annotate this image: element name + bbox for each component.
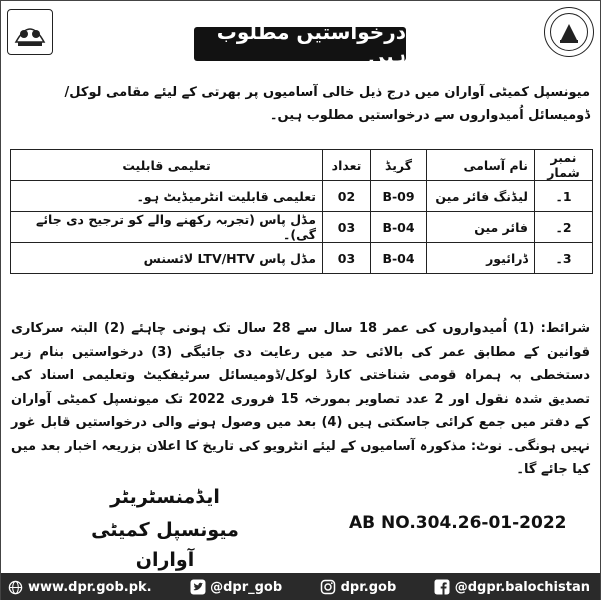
footer-twitter[interactable] — [189, 579, 282, 596]
cell-count: 03 — [323, 243, 371, 274]
table-row — [11, 181, 593, 212]
cell-grade: B-09 — [371, 181, 427, 212]
ad-number: AB NO.304.26-01-2022 — [349, 513, 567, 533]
footer-facebook[interactable] — [434, 579, 590, 596]
terms-paragraph: شرائط: (1) اُمیدواروں کی عمر 18 سال سے 28 سال تک ہونی چاہئے (2) البتہ سرکاری قوانین کے مطابق عمر کی بالائی حد میں رعایت دی جائیگی (3) درخواستیں بنام زیر دستخطی بہ ہمراہ قومی شناختی کارڈ لوکل/ڈومیسائل سرٹیفکیٹ وتعلیمی اسناد کی تصدیق شدہ نقول اور 2 عدد تصاویر بمورخہ 15 فروری 2022 تک میونسپل کمیٹی آواران کے دفتر میں جمع کرائی جاسکتی ہیں (4) بعد میں وصول ہونے والی درخواستیں قابل غور نہیں ہونگی۔ نوٹ: مذکورہ آسامیوں کے لیئے انٹرویو کی تاریخ کا اعلان بزریعہ اخبار بعد میں کیا جائے گا۔ — [11, 321, 591, 477]
col-header-name: نام آسامی — [427, 150, 535, 181]
cell-count: 03 — [323, 212, 371, 243]
table-row — [11, 243, 593, 274]
cell-sno: 2۔ — [535, 212, 593, 243]
cell-sno: 3۔ — [535, 243, 593, 274]
signatory-title: ایڈمنسٹریٹر — [110, 486, 220, 508]
footer-website[interactable] — [7, 579, 152, 596]
twitter-icon — [189, 579, 206, 596]
col-header-qualification: تعلیمی قابلیت — [11, 150, 323, 181]
footer-instagram[interactable] — [320, 579, 397, 596]
page-title: درخواستیں مطلوب ہیں — [194, 27, 406, 61]
intro-paragraph: میونسپل کمیٹی آواران میں درج ذیل خالی آسامیوں پر بھرتی کے لیئے مقامی لوکل/ڈومیسائل اُمیدواروں سے درخواستیں مطلوب ہیں۔ — [64, 85, 590, 123]
cell-qualification: مڈل پاس (تجربہ رکھنے والے کو ترجیح دی جائے گی)۔ — [11, 212, 323, 243]
cell-qualification: مڈل پاس LTV/HTV لائسنس — [11, 243, 323, 274]
municipal-seal-logo — [544, 7, 594, 57]
footer-bar — [1, 573, 600, 600]
cell-post-name: فائر مین — [427, 212, 535, 243]
col-header-grade: گریڈ — [371, 150, 427, 181]
signature-block — [65, 485, 265, 575]
col-header-count: تعداد — [323, 150, 371, 181]
vacancies-table — [10, 149, 593, 274]
cell-sno: 1۔ — [535, 181, 593, 212]
instagram-handle: dpr.gob — [340, 579, 397, 595]
cell-grade: B-04 — [371, 212, 427, 243]
website-text: www.dpr.gob.pk. — [28, 579, 152, 595]
col-header-sno: نمبر شمار — [535, 150, 593, 181]
balochistan-emblem-logo — [7, 9, 53, 55]
globe-icon — [7, 579, 24, 596]
cell-post-name: لیڈنگ فائر مین — [427, 181, 535, 212]
facebook-icon — [434, 579, 451, 596]
cell-count: 02 — [323, 181, 371, 212]
instagram-icon — [320, 579, 337, 596]
signatory-office: میونسپل کمیٹی آواران — [91, 519, 239, 571]
table-row — [11, 212, 593, 243]
cell-post-name: ڈرائیور — [427, 243, 535, 274]
cell-qualification: تعلیمی قابلیت انٹرمیڈیٹ ہو۔ — [11, 181, 323, 212]
cell-grade: B-04 — [371, 243, 427, 274]
facebook-handle: @dgpr.balochistan — [454, 579, 590, 595]
twitter-handle: @dpr_gob — [210, 579, 283, 595]
table-header-row — [11, 150, 593, 181]
